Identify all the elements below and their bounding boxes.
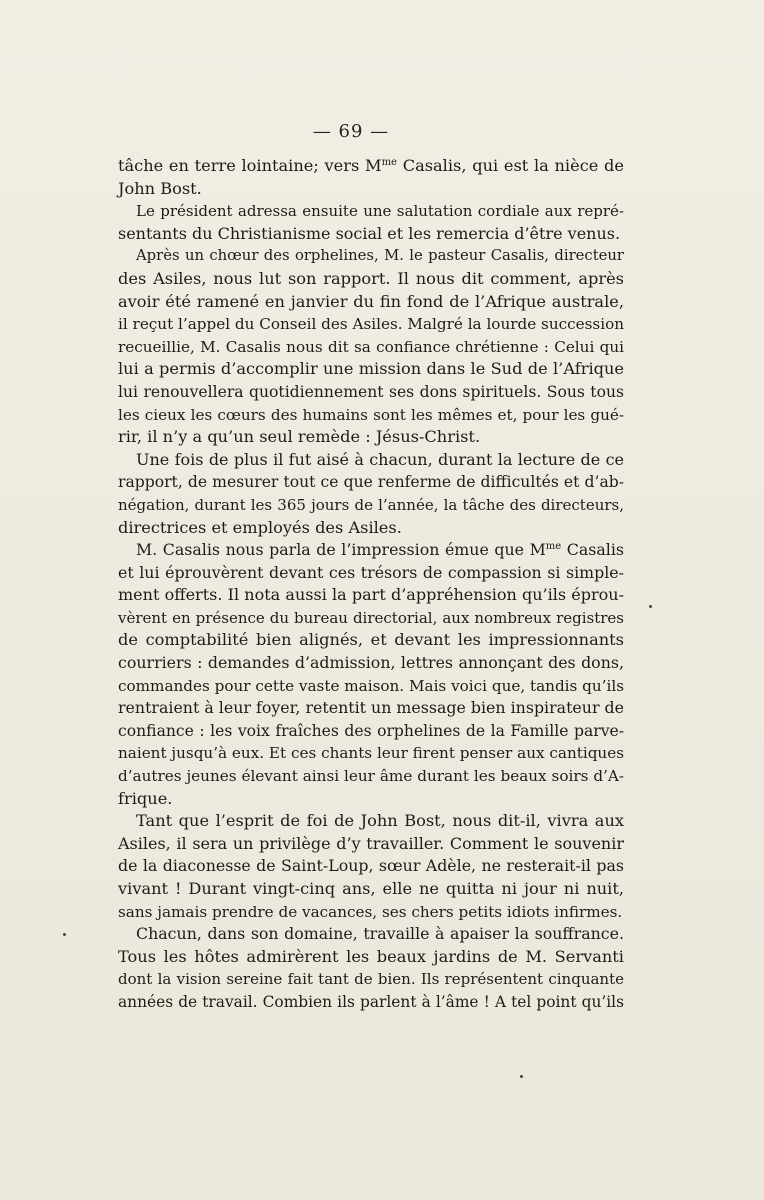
text-line-content: Une fois de plus il fut aisé à chacun, durant la lecture de ce xyxy=(136,449,624,469)
text-line xyxy=(118,449,624,472)
text-line xyxy=(118,742,624,765)
page-number: — 69 — xyxy=(312,121,390,142)
text-line-content: lui a permis d’accomplir une mission dans le Sud de l’Afrique xyxy=(118,359,624,379)
text-line-content: naient jusqu’à eux. Et ces chants leur firent penser aux cantiques xyxy=(118,744,624,763)
print-speck xyxy=(649,605,652,608)
print-speck xyxy=(520,1075,523,1078)
text-line xyxy=(118,223,624,246)
superscript-abbrev: me xyxy=(545,541,562,553)
body-text xyxy=(118,155,624,1014)
text-line-content: vivant ! Durant vingt-cinq ans, elle ne quitta ni jour ni nuit, xyxy=(118,879,624,898)
text-line-content: les cieux les cœurs des humains sont les mêmes et, pour les gué- xyxy=(118,405,624,424)
text-line xyxy=(118,336,624,359)
text-line-content: vèrent en présence du bureau directorial, aux nombreux registres xyxy=(118,608,624,627)
text-line-content: rir, il n’y a qu’un seul remède : Jésus-Christ. xyxy=(118,427,481,447)
text-line-content: de comptabilité bien alignés, et devant les impressionnants xyxy=(118,630,624,650)
text-line xyxy=(118,539,624,562)
text-line-content: années de travail. Combien ils parlent à l’âme ! A tel point qu’ils xyxy=(118,992,624,1011)
text-line-content: John Bost. xyxy=(118,178,202,198)
text-line-tail: Casalis xyxy=(561,540,625,560)
text-line xyxy=(118,313,624,336)
text-line xyxy=(118,358,624,381)
text-line-content: Tant que l’esprit de foi de John Bost, nous dit-il, vivra aux xyxy=(136,811,624,831)
text-line-content: M. Casalis nous parla de l’impression émue que M xyxy=(136,540,546,560)
text-line-content: commandes pour cette vaste maison. Mais voici que, tandis qu’ils xyxy=(118,676,624,695)
text-line-content: frique. xyxy=(118,788,173,808)
text-line-content: des Asiles, nous lut son rapport. Il nous dit comment, après xyxy=(118,268,624,288)
text-line xyxy=(118,788,624,811)
text-line-content: et lui éprouvèrent devant ces trésors de compassion si simple- xyxy=(118,562,624,582)
text-line xyxy=(118,584,624,607)
text-line xyxy=(118,245,624,268)
text-line-content: lui renouvellera quotidiennement ses dons spirituels. Sous tous xyxy=(118,382,624,401)
text-line xyxy=(118,607,624,630)
text-line-content: d’autres jeunes élevant ainsi leur âme durant les beaux soirs d’A- xyxy=(118,767,624,786)
text-line-content: il reçut l’appel du Conseil des Asiles. Malgré la lourde succession xyxy=(118,315,624,334)
text-line-content: confiance : les voix fraîches des orphelines de la Famille parve- xyxy=(118,721,624,740)
text-line xyxy=(118,268,624,291)
text-line xyxy=(118,155,624,178)
text-line-content: négation, durant les 365 jours de l’année, la tâche des directeurs, xyxy=(118,495,624,514)
text-line xyxy=(118,855,624,878)
text-line xyxy=(118,833,624,856)
text-line-content: tâche en terre lointaine; vers M xyxy=(118,156,382,175)
text-line xyxy=(118,720,624,743)
text-line-content: sentants du Christianisme social et les remercia d’être venus. xyxy=(118,223,621,243)
text-line xyxy=(118,562,624,585)
text-line xyxy=(118,878,624,901)
print-speck xyxy=(63,933,66,936)
text-line-content: de la diaconesse de Saint-Loup, sœur Adèle, ne resterait-il pas xyxy=(118,856,624,876)
text-line-content: ment offerts. Il nota aussi la part d’appréhension qu’ils éprou- xyxy=(118,585,624,605)
superscript-abbrev: me xyxy=(381,157,397,168)
text-line-content: sans jamais prendre de vacances, ses chers petits idiots infirmes. xyxy=(118,902,623,921)
text-line xyxy=(118,291,624,314)
text-line xyxy=(118,404,624,427)
text-line-tail: Casalis, qui est la nièce de xyxy=(396,156,624,175)
text-line xyxy=(118,629,624,652)
text-line xyxy=(118,471,624,494)
text-line xyxy=(118,968,624,991)
text-line-content: directrices et employés des Asiles. xyxy=(118,517,402,537)
text-line xyxy=(118,426,624,449)
text-line-content: Chacun, dans son domaine, travaille à apaiser la souffrance. xyxy=(136,924,624,944)
text-line xyxy=(118,765,624,788)
text-line-content: avoir été ramené en janvier du fin fond de l’Afrique australe, xyxy=(118,291,624,311)
text-line xyxy=(118,675,624,698)
text-line-content: dont la vision sereine fait tant de bien. Ils représentent cinquante xyxy=(118,970,624,989)
text-line xyxy=(118,517,624,540)
text-line xyxy=(118,697,624,720)
text-line xyxy=(118,381,624,404)
text-line-content: Le président adressa ensuite une salutation cordiale aux repré- xyxy=(136,202,624,221)
text-line xyxy=(118,901,624,924)
text-line-content: Tous les hôtes admirèrent les beaux jardins de M. Servanti xyxy=(118,946,624,966)
text-line xyxy=(118,946,624,969)
text-line-content: courriers : demandes d’admission, lettres annonçant des dons, xyxy=(118,653,624,673)
text-line xyxy=(118,494,624,517)
text-line xyxy=(118,991,624,1014)
text-line xyxy=(118,200,624,223)
text-line-content: rentraient à leur foyer, retentit un message bien inspirateur de xyxy=(118,698,624,718)
text-line-content: Asiles, il sera un privilège d’y travailler. Comment le souvenir xyxy=(118,833,624,853)
text-line xyxy=(118,810,624,833)
text-line xyxy=(118,923,624,946)
text-line xyxy=(118,178,624,201)
text-line-content: Après un chœur des orphelines, M. le pasteur Casalis, directeur xyxy=(136,247,624,265)
text-line-content: recueillie, M. Casalis nous dit sa confiance chrétienne : Celui qui xyxy=(118,337,624,356)
text-line-content: rapport, de mesurer tout ce que renferme de difficultés et d’ab- xyxy=(118,473,624,492)
text-line xyxy=(118,652,624,675)
